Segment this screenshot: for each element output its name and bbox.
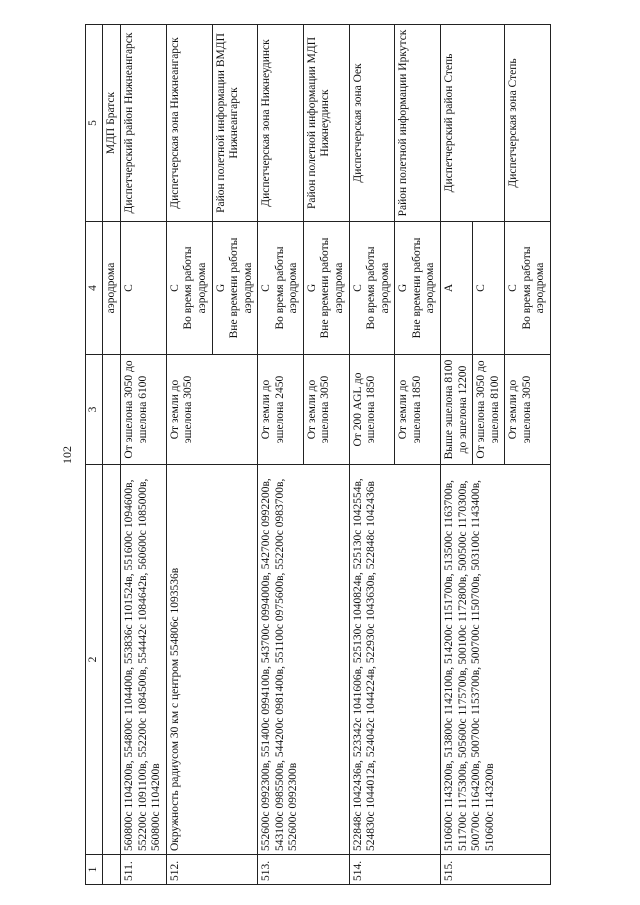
row-number: 512.: [166, 855, 257, 885]
condition-text: Во время работы аэродрома: [273, 246, 300, 330]
table-row-512: [166, 25, 212, 885]
altitude-cell: От земли до эшелона 3050: [505, 355, 551, 465]
cont-cell-4: аэродрома: [102, 222, 121, 355]
class-cell: [212, 222, 258, 355]
header-col-3: 3: [86, 355, 103, 465]
condition-text: Во время работы аэродрома: [520, 246, 547, 330]
altitude-cell: От эшелона 3050 до эшелона 6100: [121, 355, 167, 465]
coordinates-cell: 552600с 0992300в, 551400с 0994100в, 543700с 0994000в, 542700с 0992200в, 543100с 0985500в, 544200с 0981400в, 551100с 0975600в, 552200с 0983700в, 552600с 0992300в: [258, 465, 349, 855]
unit-cell: Диспетчерская зона Степь: [505, 25, 551, 222]
class-letter: C: [260, 284, 273, 292]
altitude-cell: От земли до эшелона 2450: [258, 355, 304, 465]
condition-text: Вне времени работы аэродрома: [319, 237, 345, 339]
header-col-2: 2: [86, 465, 103, 855]
altitude-cell: Выше эшелона 8100 до эшелона 12200: [440, 355, 472, 465]
class-letter: C: [168, 284, 181, 292]
class-cell: A: [440, 222, 472, 355]
class-letter: G: [214, 283, 227, 293]
class-cell: [349, 222, 395, 355]
coordinates-cell: 510600с 1143200в, 513800с 1142100в, 514200с 1151700в, 513500с 1163700в, 511700с 1175300в, 505600с 1175700в, 500100с 1172800в, 500500с 1170300в, 500700с 1164200в, 500700с 1153700в, 500700с 1150700в, 503100с 1143400в, 510600с 1143200в: [440, 465, 550, 855]
altitude-cell: От земли до эшелона 1850: [395, 355, 441, 465]
table-row-513: [258, 25, 304, 885]
continuation-row: [102, 25, 121, 885]
condition-text: Вне времени работы аэродрома: [410, 237, 437, 339]
class-letter: C: [507, 284, 520, 292]
condition-text: Вне времени работы аэродрома: [228, 237, 254, 339]
cont-cell-5: МДП Братск: [102, 25, 121, 222]
unit-cell: Диспетчерская зона Нижнеудинск: [258, 25, 304, 222]
header-col-4: 4: [86, 222, 103, 355]
unit-cell: Район полетной информации ВМДП Нижнеангарск: [212, 25, 258, 222]
unit-cell: Район полетной информации МДП Нижнеудинск: [303, 25, 349, 222]
altitude-cell: От земли до эшелона 3050: [303, 355, 349, 465]
class-cell: [258, 222, 304, 355]
coordinates-cell: 560800с 1104200в, 554800с 1104400в, 553836с 1101524в, 551600с 1094600в, 552200с 1091100в, 552200с 1084500в, 554442с 1084642в, 560600с 1085000в, 560800с 1104200в: [121, 465, 167, 855]
rotated-table-container: [85, 25, 600, 885]
page-number: 102: [60, 446, 74, 464]
row-number: 511.: [121, 855, 167, 885]
table-row-511: [121, 25, 167, 885]
class-cell: [395, 222, 441, 355]
class-letter: G: [397, 283, 410, 293]
class-cell: [505, 222, 551, 355]
header-col-1: 1: [86, 855, 103, 885]
class-cell: C: [473, 222, 505, 355]
header-row: [86, 25, 103, 885]
condition-text: Во время работы аэродрома: [182, 246, 208, 330]
table-row-515: [440, 25, 472, 885]
row-number: 513.: [258, 855, 349, 885]
unit-cell: Диспетчерская зона Оек: [349, 25, 395, 222]
condition-text: Во время работы аэродрома: [365, 246, 391, 330]
cont-cell-3: [102, 355, 121, 465]
row-number: 515.: [440, 855, 550, 885]
table-row-514: [349, 25, 395, 885]
class-cell: [303, 222, 349, 355]
coordinates-cell: Окружность радиусом 30 км с центром 554806с 1093536в: [166, 465, 257, 855]
row-number: 514.: [349, 855, 440, 885]
coordinates-cell: 522848с 1042436в, 523342с 1041606в, 525130с 1040824в, 525130с 1042554в, 524830с 1044012в, 524042с 1044224в, 522930с 1043630в, 522848с 1042436в: [349, 465, 440, 855]
airspace-table: [85, 24, 551, 885]
cont-cell-1: [102, 855, 121, 885]
class-cell: C: [121, 222, 167, 355]
class-letter: G: [305, 283, 318, 293]
class-letter: C: [351, 284, 364, 292]
unit-cell: Диспетчерский район Степь: [440, 25, 504, 222]
class-cell: [166, 222, 212, 355]
cont-cell-2: [102, 465, 121, 855]
altitude-cell: От земли до эшелона 3050: [166, 355, 257, 465]
unit-cell: Диспетчерская зона Нижнеангарск: [166, 25, 212, 222]
altitude-cell: От эшелона 3050 до эшелона 8100: [473, 355, 505, 465]
unit-cell: Район полетной информации Иркутск: [395, 25, 441, 222]
unit-cell: Диспетчерский район Нижнеангарск: [121, 25, 167, 222]
altitude-cell: От 200 AGL до эшелона 1850: [349, 355, 395, 465]
header-col-5: 5: [86, 25, 103, 222]
